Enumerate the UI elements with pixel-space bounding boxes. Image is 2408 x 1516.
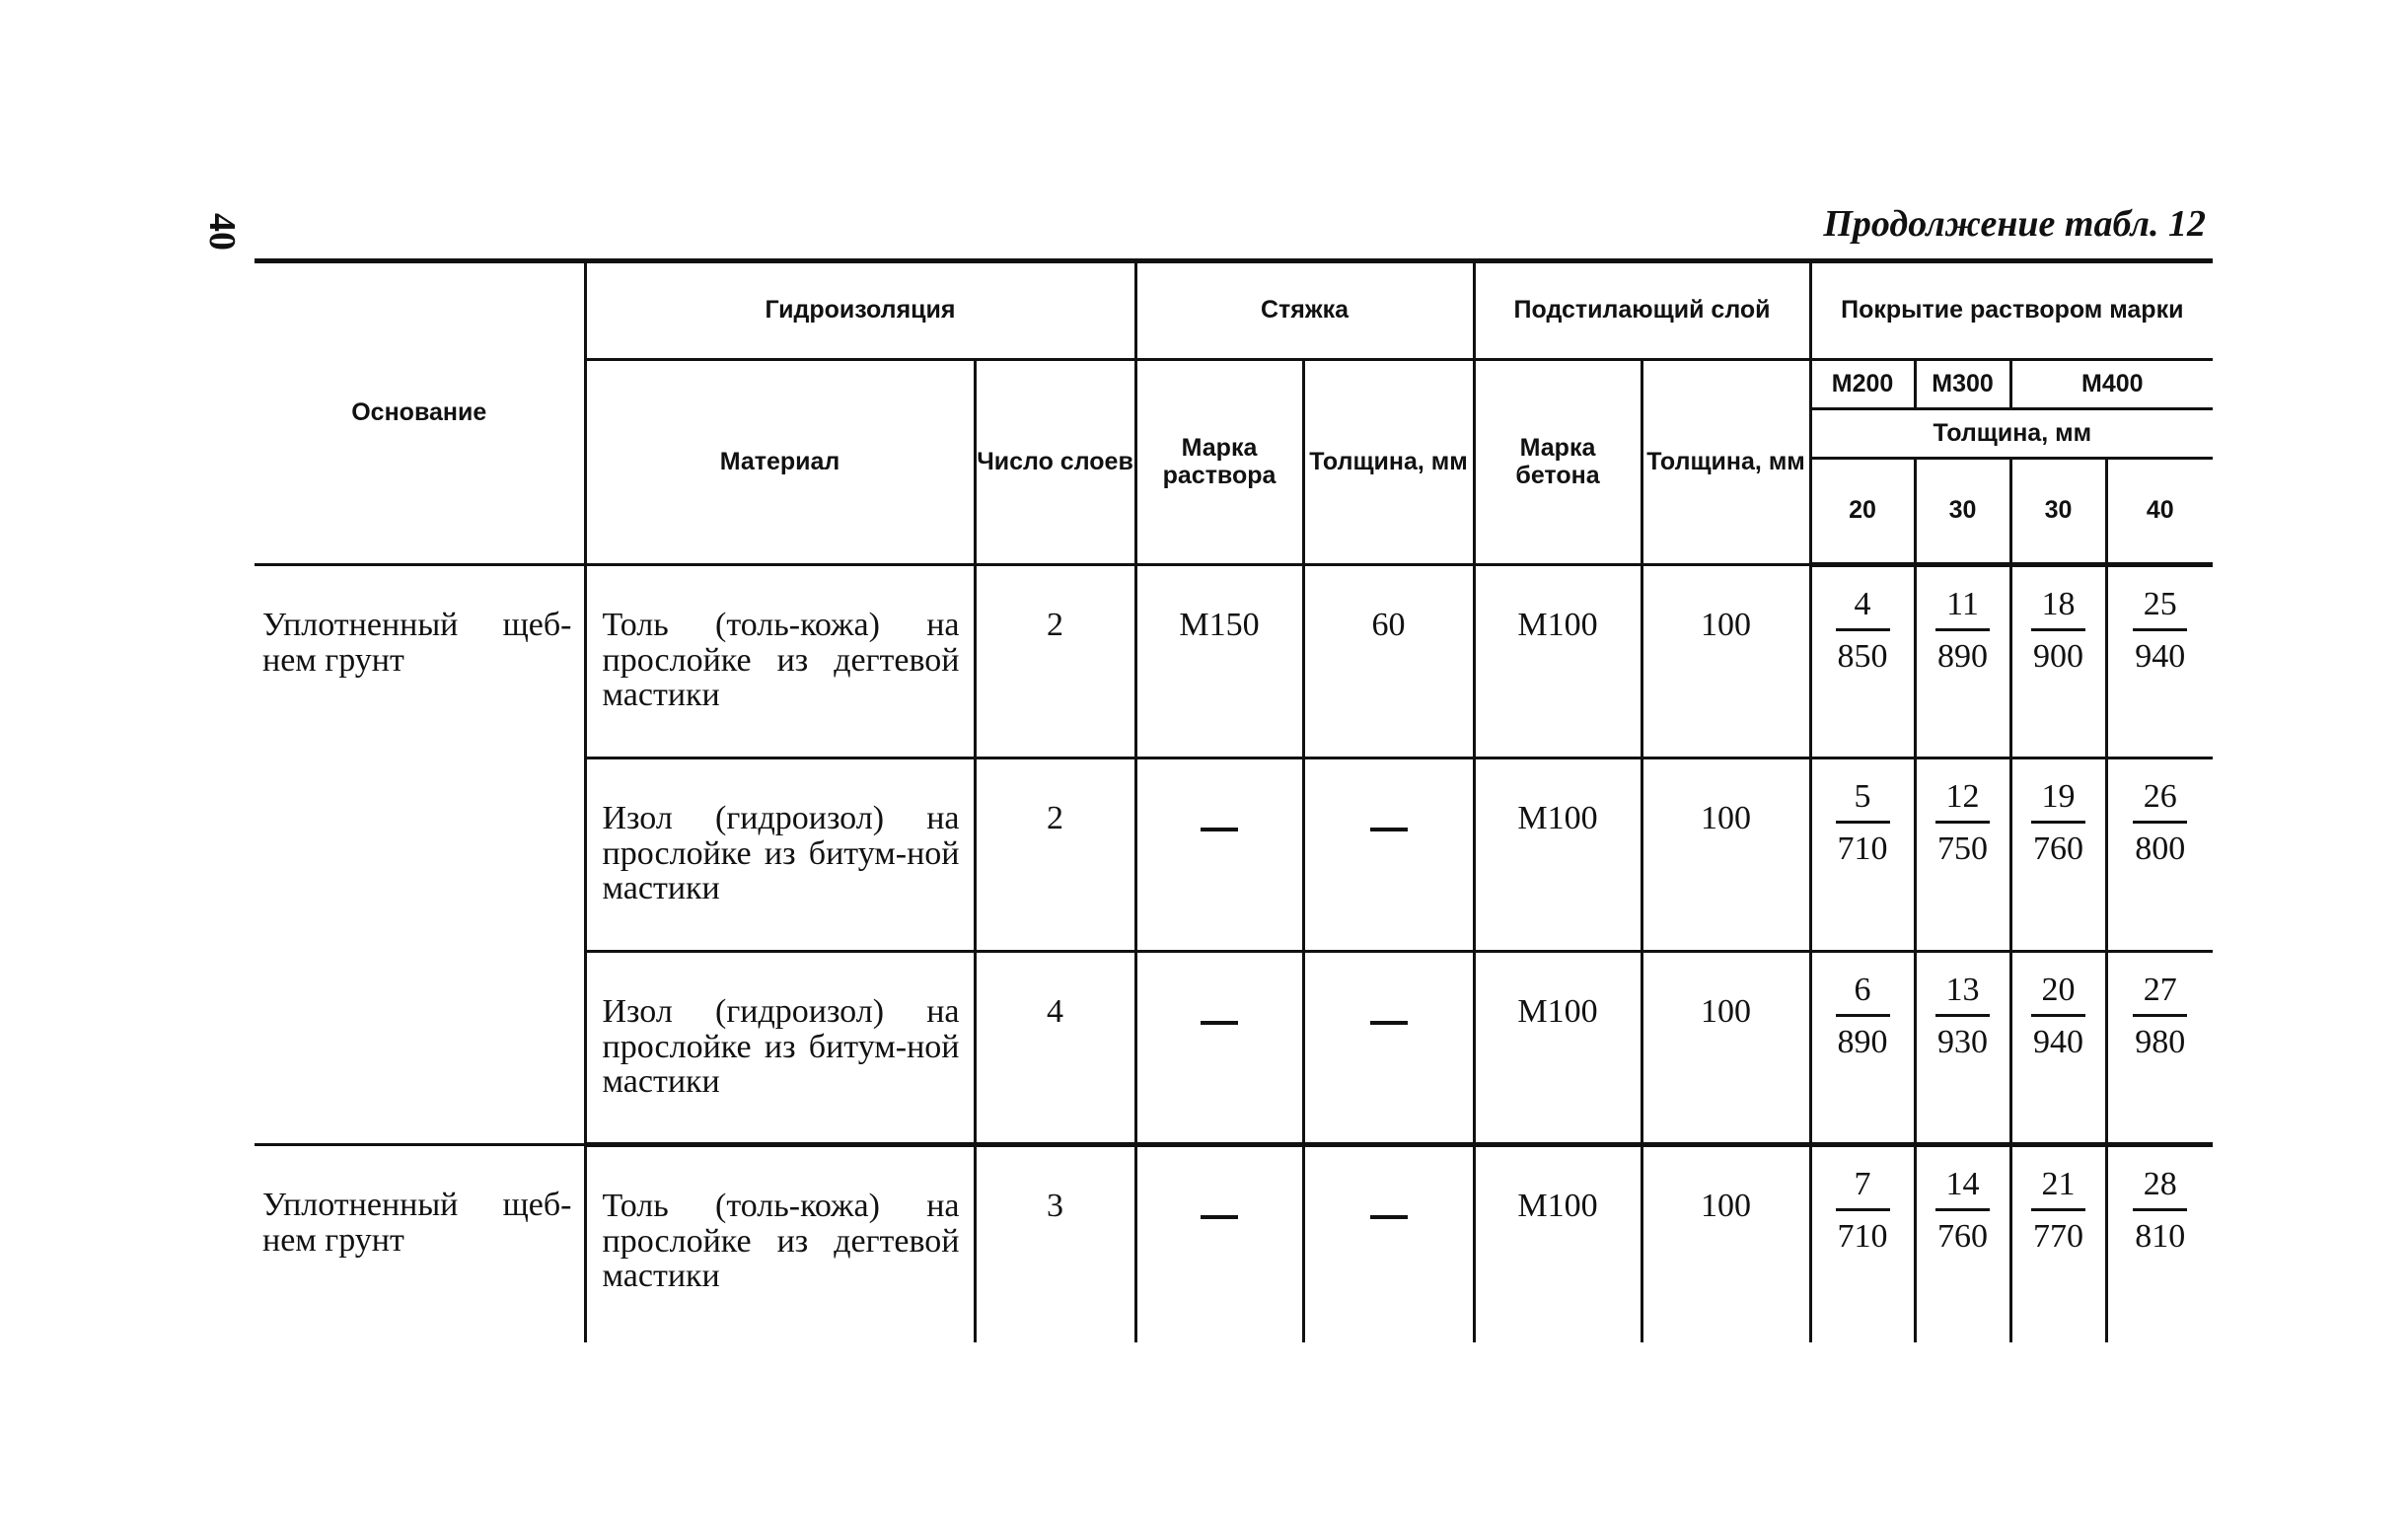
header-underlayer-thickness: Толщина, мм (1642, 360, 1810, 565)
fraction (1836, 973, 1890, 1059)
dash (1370, 1215, 1408, 1219)
materials-table (255, 258, 2213, 1342)
dash (1370, 1021, 1408, 1025)
concrete-grade-cell: М100 (1474, 565, 1642, 758)
mortar-grade-cell (1135, 758, 1303, 952)
underlayer-thickness-cell: 100 (1642, 758, 1810, 952)
mortar-grade-cell (1135, 1145, 1303, 1342)
header-screed: Стяжка (1135, 261, 1474, 360)
material-cell: Толь (толь-кожа) на прослойке из дегтевой мастики (585, 1145, 975, 1342)
fraction (1935, 973, 1990, 1059)
fraction-numerator: 21 (2031, 1167, 2085, 1211)
base-cell: Уплотненный щеб-нем грунт (255, 1145, 585, 1342)
fraction (2031, 779, 2085, 866)
fraction-numerator: 14 (1935, 1167, 1990, 1211)
concrete-grade-cell: М100 (1474, 758, 1642, 952)
base-cell: Уплотненный щеб-нем грунт (255, 565, 585, 1145)
fraction (1836, 587, 1890, 674)
fraction (1935, 1167, 1990, 1254)
layers-cell: 4 (975, 952, 1135, 1145)
coating-cell (2010, 1145, 2106, 1342)
layers-cell: 3 (975, 1145, 1135, 1342)
fraction-denominator: 770 (2033, 1217, 2084, 1255)
dash (1201, 1215, 1238, 1219)
material-cell: Изол (гидроизол) на прослойке из битум-ной мастики (585, 952, 975, 1145)
coating-cell (2106, 758, 2213, 952)
fraction-denominator: 760 (2033, 830, 2084, 867)
coating-cell (1915, 758, 2010, 952)
fraction-denominator: 850 (1837, 637, 1888, 675)
fraction-denominator: 800 (2135, 830, 2186, 867)
fraction-numerator: 25 (2133, 587, 2187, 631)
fraction (2133, 1167, 2187, 1254)
coating-cell (1810, 952, 1915, 1145)
fraction-numerator: 13 (1935, 973, 1990, 1017)
fraction-denominator: 750 (1937, 830, 1989, 867)
fraction-numerator: 27 (2133, 973, 2187, 1017)
fraction-denominator: 710 (1837, 1217, 1888, 1255)
coating-cell (1915, 565, 2010, 758)
table-row (255, 565, 2213, 758)
fraction-denominator: 940 (2135, 637, 2186, 675)
header-coating: Покрытие раствором марки (1810, 261, 2213, 360)
header-m200: М200 (1810, 360, 1915, 409)
fraction-denominator: 890 (1937, 637, 1989, 675)
header-screed-thickness: Толщина, мм (1303, 360, 1474, 565)
fraction-denominator: 890 (1837, 1023, 1888, 1060)
fraction-numerator: 18 (2031, 587, 2085, 631)
fraction-denominator: 760 (1937, 1217, 1989, 1255)
layers-cell: 2 (975, 565, 1135, 758)
header-m400: М400 (2010, 360, 2213, 409)
coating-cell (1915, 1145, 2010, 1342)
header-concrete-grade: Марка бетона (1474, 360, 1642, 565)
fraction (1935, 587, 1990, 674)
table-row (255, 1145, 2213, 1342)
header-thickness-4: 40 (2106, 459, 2213, 565)
fraction-numerator: 11 (1935, 587, 1990, 631)
coating-cell (1915, 952, 2010, 1145)
fraction-numerator: 19 (2031, 779, 2085, 824)
screed-thickness-cell (1303, 1145, 1474, 1342)
underlayer-thickness-cell: 100 (1642, 1145, 1810, 1342)
table-continuation-caption: Продолжение табл. 12 (1823, 203, 2206, 245)
header-coating-thickness: Толщина, мм (1810, 409, 2213, 459)
fraction-numerator: 4 (1836, 587, 1890, 631)
coating-cell (2010, 952, 2106, 1145)
fraction-denominator: 810 (2135, 1217, 2186, 1255)
page-number: 40 (201, 213, 243, 251)
header-waterproofing: Гидроизоляция (585, 261, 1135, 360)
screed-thickness-cell (1303, 758, 1474, 952)
coating-cell (2106, 565, 2213, 758)
fraction-denominator: 710 (1837, 830, 1888, 867)
screed-thickness-cell (1303, 952, 1474, 1145)
header-m300: М300 (1915, 360, 2010, 409)
fraction-denominator: 940 (2033, 1023, 2084, 1060)
fraction-denominator: 980 (2135, 1023, 2186, 1060)
fraction-numerator: 26 (2133, 779, 2187, 824)
fraction-numerator: 7 (1836, 1167, 1890, 1211)
fraction (1836, 1167, 1890, 1254)
header-mortar-grade: Марка раствора (1135, 360, 1303, 565)
header-base: Основание (255, 261, 585, 565)
layers-cell: 2 (975, 758, 1135, 952)
coating-cell (1810, 758, 1915, 952)
dash (1370, 828, 1408, 831)
screed-thickness-cell: 60 (1303, 565, 1474, 758)
underlayer-thickness-cell: 100 (1642, 952, 1810, 1145)
coating-cell (2010, 758, 2106, 952)
fraction (2031, 1167, 2085, 1254)
material-cell: Толь (толь-кожа) на прослойке из дегтевой мастики (585, 565, 975, 758)
mortar-grade-cell (1135, 952, 1303, 1145)
table-container (255, 258, 2213, 1342)
coating-cell (2106, 1145, 2213, 1342)
mortar-grade-cell: М150 (1135, 565, 1303, 758)
fraction-denominator: 930 (1937, 1023, 1989, 1060)
concrete-grade-cell: М100 (1474, 952, 1642, 1145)
fraction (2031, 973, 2085, 1059)
header-thickness-1: 20 (1810, 459, 1915, 565)
fraction-numerator: 12 (1935, 779, 1990, 824)
fraction-numerator: 5 (1836, 779, 1890, 824)
fraction-denominator: 900 (2033, 637, 2084, 675)
header-underlayer: Подстилающий слой (1474, 261, 1810, 360)
fraction-numerator: 6 (1836, 973, 1890, 1017)
header-thickness-2: 30 (1915, 459, 2010, 565)
fraction-numerator: 20 (2031, 973, 2085, 1017)
concrete-grade-cell: М100 (1474, 1145, 1642, 1342)
header-layers: Число слоев (975, 360, 1135, 565)
coating-cell (1810, 565, 1915, 758)
fraction-numerator: 28 (2133, 1167, 2187, 1211)
fraction (2031, 587, 2085, 674)
dash (1201, 828, 1238, 831)
underlayer-thickness-cell: 100 (1642, 565, 1810, 758)
dash (1201, 1021, 1238, 1025)
fraction (1836, 779, 1890, 866)
coating-cell (1810, 1145, 1915, 1342)
material-cell: Изол (гидроизол) на прослойке из битум-ной мастики (585, 758, 975, 952)
fraction (1935, 779, 1990, 866)
fraction (2133, 587, 2187, 674)
header-material: Материал (585, 360, 975, 565)
coating-cell (2010, 565, 2106, 758)
fraction (2133, 973, 2187, 1059)
fraction (2133, 779, 2187, 866)
header-thickness-3: 30 (2010, 459, 2106, 565)
coating-cell (2106, 952, 2213, 1145)
